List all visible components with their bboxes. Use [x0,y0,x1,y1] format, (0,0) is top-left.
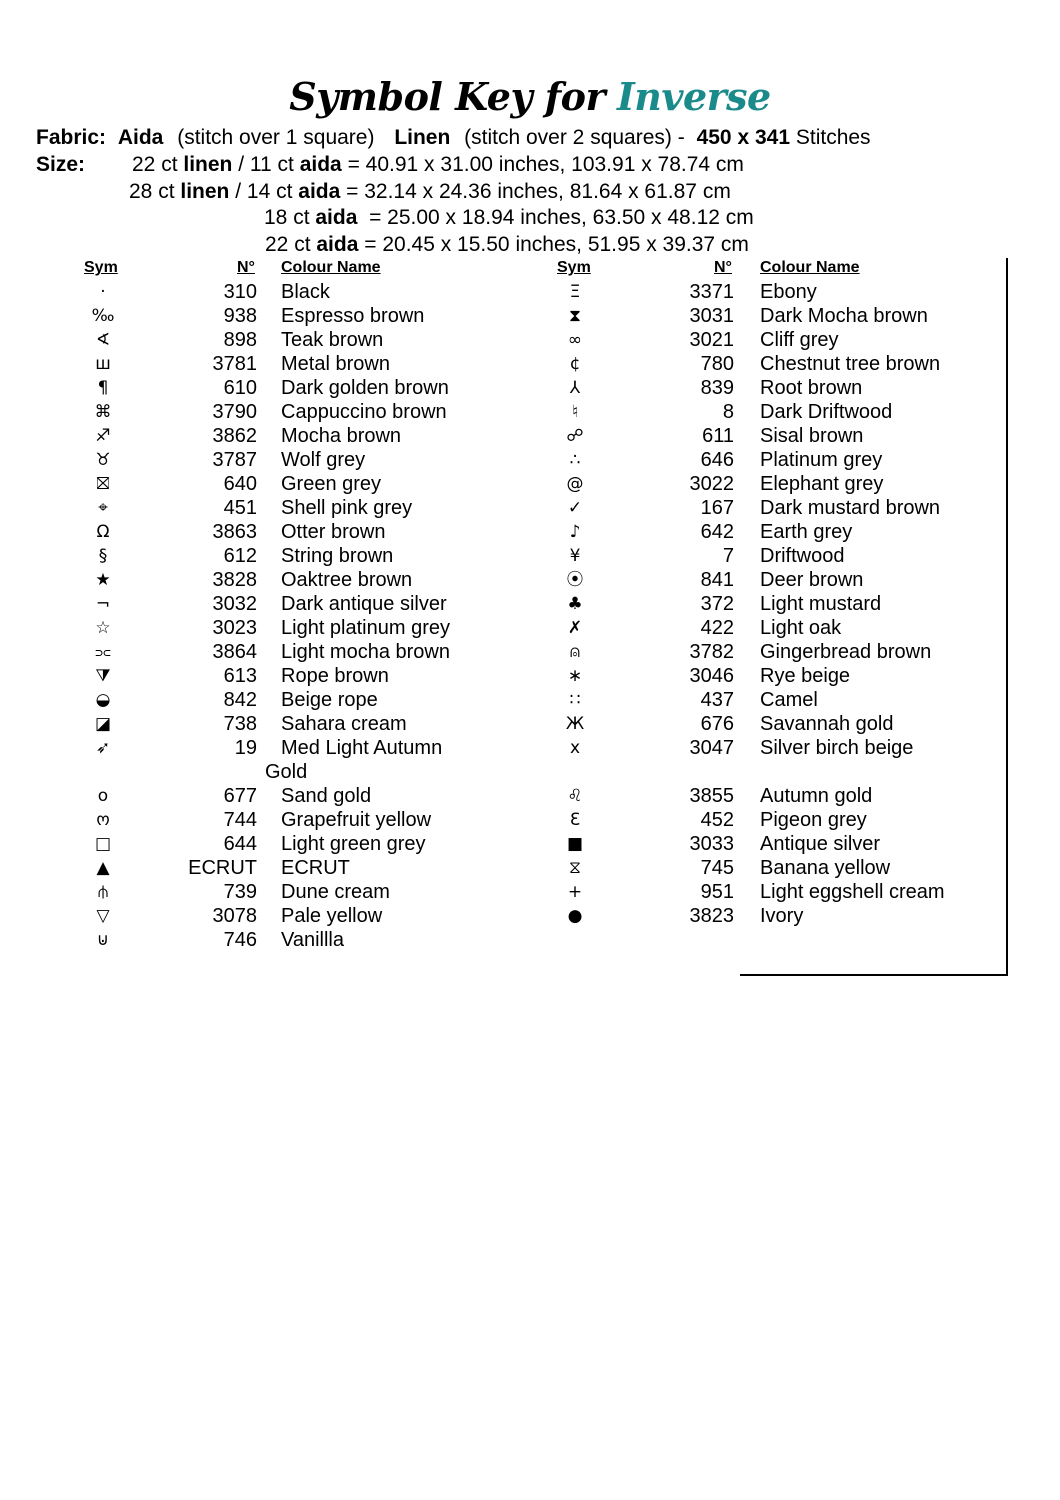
legend-row [0,376,1000,400]
fabric-aida-note: (stitch over 1 square) [177,126,375,149]
fabric-line [36,125,871,151]
size-text: = 40.91 x 31.00 inches, 103.91 x 78.74 cm [341,153,744,176]
thread-number: 3371 [689,281,734,303]
colour-name: Espresso brown [281,305,425,327]
size-text: / 14 ct [229,180,299,203]
stitch-symbol: ♐ [95,426,111,446]
stitch-symbol: ∞ [567,330,583,350]
legend-row [0,808,1000,832]
thread-number: 951 [700,881,734,903]
stitch-symbol: ¥ [569,546,581,566]
thread-number: 611 [702,425,734,447]
size-text-bold: aida [298,180,341,203]
legend-row [0,544,1000,568]
colour-name: Sand gold [281,785,372,807]
header-sym-right: Sym [557,259,591,276]
legend-row [0,448,1000,472]
size-text-bold: linen [183,153,233,176]
fabric-label: Fabric: [36,126,107,149]
size-text: 28 ct [129,180,181,203]
stitch-symbol: ⅄ [569,378,581,398]
fabric-linen-note: (stitch over 2 squares) - [464,126,685,149]
colour-name: Dark Driftwood [760,401,893,423]
thread-number: 612 [223,545,257,567]
thread-number: 644 [223,833,257,855]
stitch-symbol: ☆ [95,618,111,638]
stitch-symbol: ⫗ [95,642,111,662]
colour-name: Oaktree brown [281,569,413,591]
colour-name: Antique silver [760,833,881,855]
thread-number: 452 [700,809,734,831]
legend-row [0,496,1000,520]
thread-number: ECRUT [188,857,257,879]
legend-row [0,880,1000,904]
stitch-symbol: ✓ [567,498,583,518]
legend-row [0,736,1000,760]
colour-name: Ivory [760,905,804,927]
size-line-3 [264,205,754,231]
thread-number: 640 [223,473,257,495]
stitch-symbol: ¬ [95,594,111,614]
fabric-aida: Aida [117,126,164,149]
stitch-symbol: ш [95,354,111,374]
thread-number: 780 [700,353,734,375]
size-line-2 [129,179,731,205]
stitch-symbol: @ [566,474,584,494]
stitch-symbol: Ξ [569,282,581,302]
colour-name: Deer brown [760,569,864,591]
stitch-symbol: ‰ [91,306,115,326]
stitch-symbol: Ɛ [569,810,581,830]
thread-number: 3863 [212,521,257,543]
colour-name: String brown [281,545,394,567]
size-text-bold: aida [316,233,359,256]
thread-number: 744 [223,809,257,831]
size-text-bold: aida [299,153,342,176]
size-label-line [36,152,85,178]
stitch-symbol: ⌖ [98,498,108,518]
size-text: / 11 ct [232,153,300,176]
thread-number: 3047 [689,737,734,759]
stitch-symbol: ◪ [94,714,112,734]
title-prefix: Symbol Key for [289,74,605,119]
legend-row [0,664,1000,688]
colour-name: Metal brown [281,353,390,375]
colour-name: Light platinum grey [281,617,450,639]
legend-row [0,400,1000,424]
thread-number: 842 [223,689,257,711]
stitch-symbol: ▽ [96,906,110,926]
colour-name: Grapefruit yellow [281,809,432,831]
legend-row [0,928,1000,952]
colour-name: Green grey [281,473,382,495]
colour-name: Vanillla [281,929,344,951]
stitch-symbol: x [569,738,581,758]
colour-name: Ebony [760,281,817,303]
thread-number: 3823 [689,905,734,927]
fabric-linen: Linen [394,126,451,149]
colour-name: Rope brown [281,665,389,687]
thread-number: 646 [700,449,734,471]
stitch-symbol: ∴ [569,450,581,470]
stitch-symbol: ♣ [567,594,583,614]
thread-number: 676 [700,713,734,735]
size-text: 22 ct [265,233,317,256]
colour-name: ECRUT [281,857,350,879]
thread-number: 3021 [689,329,734,351]
right-border-line [1006,258,1008,974]
stitch-symbol: ■ [566,834,584,854]
legend-row-continuation [0,760,1000,784]
size-text: 18 ct [264,206,316,229]
legend-row [0,616,1000,640]
colour-name: Light green grey [281,833,426,855]
size-line-1 [132,152,744,178]
thread-number: 437 [700,689,734,711]
legend-row [0,904,1000,928]
colour-name: Beige rope [281,689,378,711]
stitch-symbol: ⧗ [569,306,581,326]
size-text: = 20.45 x 15.50 inches, 51.95 x 39.37 cm [358,233,749,256]
thread-number: 8 [722,401,734,423]
stitch-symbol: ★ [95,570,111,590]
thread-number: 3855 [689,785,734,807]
stitch-symbol: □ [94,834,112,854]
colour-name: Mocha brown [281,425,402,447]
thread-number: 839 [700,377,734,399]
colour-name: Sisal brown [760,425,864,447]
colour-name: Cliff grey [760,329,839,351]
colour-name: Earth grey [760,521,853,543]
colour-name: Elephant grey [760,473,884,495]
legend-row [0,424,1000,448]
colour-name: Banana yellow [760,857,891,879]
stitch-symbol: ♉ [95,450,111,470]
colour-name: Wolf grey [281,449,366,471]
colour-name-continuation: Gold [265,761,308,783]
stitch-symbol: § [98,546,108,566]
size-text: = 25.00 x 18.94 inches, 63.50 x 48.12 cm [357,206,754,229]
bottom-border-line [740,974,1008,976]
thread-number: 3862 [212,425,257,447]
legend-row [0,472,1000,496]
colour-name: Driftwood [760,545,845,567]
colour-name: Platinum grey [760,449,883,471]
thread-number: 746 [223,929,257,951]
colour-name: Chestnut tree brown [760,353,941,375]
stitch-symbol: ⍝ [569,642,581,662]
header-num-right: N° [714,259,732,276]
header-name-left: Colour Name [281,259,381,276]
thread-number: 898 [223,329,257,351]
colour-name: Cappuccino brown [281,401,447,423]
thread-number: 19 [234,737,257,759]
stitch-symbol: Ω [96,522,110,542]
stitch-symbol: o [97,786,109,806]
stitch-dimensions: 450 x 341 [696,126,791,149]
size-label: Size: [36,153,86,176]
size-text: = 32.14 x 24.36 inches, 81.64 x 61.87 cm [340,180,731,203]
stitch-symbol: ● [567,906,583,926]
stitch-symbol: ⧩ [95,666,111,686]
legend-row [0,688,1000,712]
colour-name: Dark Mocha brown [760,305,928,327]
colour-name: Light oak [760,617,842,639]
header-name-right: Colour Name [760,259,860,276]
thread-number: 3033 [689,833,734,855]
stitch-symbol: ⌘ [94,402,112,422]
thread-number: 422 [700,617,734,639]
stitch-symbol: ☍ [566,426,584,446]
legend-row [0,592,1000,616]
thread-number: 372 [700,593,734,615]
legend-row [0,856,1000,880]
thread-number: 3031 [689,305,734,327]
colour-name: Camel [760,689,818,711]
thread-number: 739 [223,881,257,903]
thread-number: 3782 [689,641,734,663]
thread-number: 310 [223,281,257,303]
legend-row [0,640,1000,664]
legend-row [0,280,1000,304]
stitch-symbol: ∷ [569,690,581,710]
stitch-symbol: ∢ [95,330,111,350]
colour-name: Silver birch beige [760,737,914,759]
thread-number: 3781 [212,353,257,375]
stitch-symbol: ♌ [567,786,583,806]
stitch-symbol: ✗ [567,618,583,638]
colour-name: Black [281,281,330,303]
stitch-symbol: · [100,282,106,302]
colour-name: Root brown [760,377,863,399]
colour-name: Teak brown [281,329,384,351]
stitch-symbol: ⛝ [96,474,110,494]
legend-row [0,304,1000,328]
colour-name: Dune cream [281,881,390,903]
colour-name: Dark golden brown [281,377,449,399]
colour-name: Dark mustard brown [760,497,941,519]
thread-number: 3023 [212,617,257,639]
stitch-symbol: ∗ [567,666,583,686]
thread-number: 3078 [212,905,257,927]
colour-name: Sahara cream [281,713,407,735]
thread-number: 3046 [689,665,734,687]
colour-name: Gingerbread brown [760,641,932,663]
colour-name: Med Light Autumn [281,737,443,759]
header-num-left: N° [237,259,255,276]
size-text-bold: linen [180,180,230,203]
stitch-symbol: ⧖ [569,858,581,878]
thread-number: 610 [223,377,257,399]
colour-name: Pigeon grey [760,809,867,831]
legend-row [0,352,1000,376]
colour-name: Light mustard [760,593,882,615]
title-pattern-name: Inverse [616,74,771,119]
thread-number: 167 [700,497,734,519]
colour-name: Light eggshell cream [760,881,945,903]
thread-number: 613 [223,665,257,687]
thread-number: 7 [722,545,734,567]
size-text-bold: aida [315,206,358,229]
stitch-symbol: ¶ [97,378,109,398]
thread-number: 738 [223,713,257,735]
colour-name: Dark antique silver [281,593,447,615]
thread-number: 938 [223,305,257,327]
header-sym-left: Sym [84,259,118,276]
stitch-symbol: ▲ [96,858,110,878]
thread-number: 3828 [212,569,257,591]
stitch-symbol: ¢ [569,354,581,374]
legend-row [0,832,1000,856]
legend-row [0,568,1000,592]
size-text: 22 ct [132,153,184,176]
colour-name: Otter brown [281,521,386,543]
colour-name: Shell pink grey [281,497,413,519]
stitch-symbol: Ж [565,714,585,734]
thread-number: 745 [700,857,734,879]
thread-number: 3022 [689,473,734,495]
page-title [0,74,1060,119]
stitch-symbol: ⦿ [566,570,584,590]
thread-number: 3864 [212,641,257,663]
thread-number: 3032 [212,593,257,615]
thread-number: 451 [223,497,257,519]
colour-name: Savannah gold [760,713,894,735]
stitch-symbol: ◒ [95,690,111,710]
stitch-symbol: ⫛ [97,882,109,902]
legend-row [0,328,1000,352]
size-line-4 [265,232,749,258]
thread-number: 3790 [212,401,257,423]
stitch-symbol: + [567,882,583,902]
thread-number: 642 [700,521,734,543]
stitch-word: Stitches [795,126,871,149]
colour-name: Light mocha brown [281,641,450,663]
stitch-symbol: ო [96,810,110,830]
stitch-symbol: ➶ [95,738,111,758]
thread-number: 841 [700,569,734,591]
thread-number: 677 [223,785,257,807]
stitch-symbol: ♮ [571,402,579,422]
thread-number: 3787 [212,449,257,471]
colour-name: Rye beige [760,665,851,687]
stitch-symbol: ⊍ [96,930,110,950]
legend-row [0,784,1000,808]
colour-name: Pale yellow [281,905,383,927]
legend-row [0,520,1000,544]
stitch-symbol: ♪ [569,522,581,542]
colour-name: Autumn gold [760,785,873,807]
legend-row [0,712,1000,736]
